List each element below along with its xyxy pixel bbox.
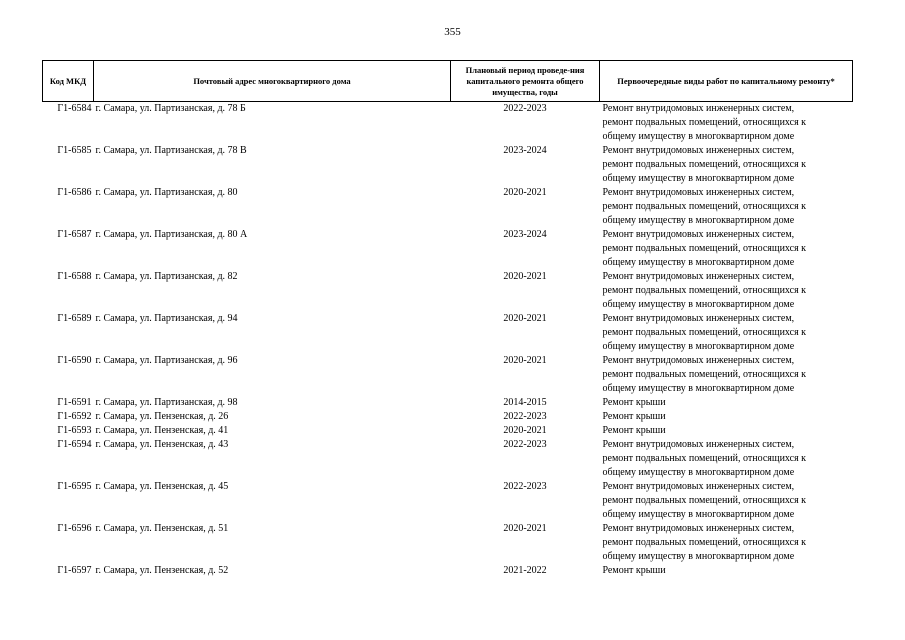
row-period: 2020-2021 <box>503 271 547 282</box>
row-works <box>600 564 853 578</box>
row-works <box>600 312 853 354</box>
works-line-1: Ремонт крыши <box>602 397 666 408</box>
works-line-1: Ремонт внутридомовых инженерных систем, <box>602 187 795 198</box>
row-address: г. Самара, ул. Пензенская, д. 51 <box>95 523 229 534</box>
row-works <box>600 438 853 480</box>
row-code: Г1-6590 <box>57 355 92 366</box>
works-line-1: Ремонт внутридомовых инженерных систем, <box>602 355 795 366</box>
header-code: Код МКД <box>43 61 94 102</box>
works-line-2: ремонт подвальных помещений, относящихся к <box>602 369 807 380</box>
row-period: 2020-2021 <box>503 313 547 324</box>
row-address: г. Самара, ул. Пензенская, д. 41 <box>95 425 229 436</box>
row-address: г. Самара, ул. Партизанская, д. 80 <box>95 187 238 198</box>
row-address: г. Самара, ул. Пензенская, д. 43 <box>95 439 229 450</box>
works-line-2: ремонт подвальных помещений, относящихся к <box>602 285 807 296</box>
works-line-2: ремонт подвальных помещений, относящихся к <box>602 537 807 548</box>
works-line-3: общему имуществу в многоквартирном доме <box>602 383 795 394</box>
row-period: 2023-2024 <box>503 145 547 156</box>
works-line-1: Ремонт внутридомовых инженерных систем, <box>602 271 795 282</box>
table-row <box>43 410 853 424</box>
header-period: Плановый период проведе-ния капитального ремонта общего имущества, годы <box>451 61 600 102</box>
row-works <box>600 424 853 438</box>
works-line-3: общему имуществу в многоквартирном доме <box>602 551 795 562</box>
works-line-3: общему имуществу в многоквартирном доме <box>602 341 795 352</box>
works-line-1: Ремонт крыши <box>602 411 666 422</box>
works-line-2: ремонт подвальных помещений, относящихся к <box>602 243 807 254</box>
works-line-1: Ремонт внутридомовых инженерных систем, <box>602 481 795 492</box>
row-code: Г1-6593 <box>57 425 92 436</box>
works-line-1: Ремонт внутридомовых инженерных систем, <box>602 145 795 156</box>
table-row <box>43 270 853 312</box>
row-code: Г1-6595 <box>57 481 92 492</box>
row-period: 2022-2023 <box>503 439 547 450</box>
row-works <box>600 228 853 270</box>
row-address: г. Самара, ул. Пензенская, д. 26 <box>95 411 229 422</box>
works-line-2: ремонт подвальных помещений, относящихся к <box>602 495 807 506</box>
row-address: г. Самара, ул. Пензенская, д. 52 <box>95 565 229 576</box>
works-line-3: общему имуществу в многоквартирном доме <box>602 131 795 142</box>
table-row <box>43 144 853 186</box>
row-code: Г1-6597 <box>57 565 92 576</box>
row-code: Г1-6596 <box>57 523 92 534</box>
works-line-1: Ремонт внутридомовых инженерных систем, <box>602 439 795 450</box>
page-number: 355 <box>444 26 461 38</box>
row-code: Г1-6584 <box>57 103 92 114</box>
row-works <box>600 396 853 410</box>
table-row <box>43 564 853 578</box>
row-code: Г1-6589 <box>57 313 92 324</box>
row-works <box>600 186 853 228</box>
repair-schedule-table <box>42 60 853 578</box>
row-works <box>600 102 853 145</box>
row-period: 2020-2021 <box>503 187 547 198</box>
table-row <box>43 480 853 522</box>
row-address: г. Самара, ул. Партизанская, д. 94 <box>95 313 238 324</box>
works-line-3: общему имуществу в многоквартирном доме <box>602 257 795 268</box>
works-line-3: общему имуществу в многоквартирном доме <box>602 173 795 184</box>
row-period: 2022-2023 <box>503 411 547 422</box>
row-period: 2020-2021 <box>503 425 547 436</box>
works-line-1: Ремонт крыши <box>602 425 666 436</box>
row-code: Г1-6587 <box>57 229 92 240</box>
works-line-3: общему имуществу в многоквартирном доме <box>602 509 795 520</box>
table-row <box>43 396 853 410</box>
works-line-1: Ремонт внутридомовых инженерных систем, <box>602 103 795 114</box>
works-line-2: ремонт подвальных помещений, относящихся к <box>602 117 807 128</box>
row-period: 2020-2021 <box>503 523 547 534</box>
row-works <box>600 522 853 564</box>
works-line-2: ремонт подвальных помещений, относящихся к <box>602 159 807 170</box>
row-address: г. Самара, ул. Партизанская, д. 96 <box>95 355 238 366</box>
row-works <box>600 410 853 424</box>
table-row <box>43 522 853 564</box>
row-code: Г1-6592 <box>57 411 92 422</box>
row-works <box>600 144 853 186</box>
works-line-1: Ремонт крыши <box>602 565 666 576</box>
table-header-row <box>43 61 853 102</box>
works-line-3: общему имуществу в многоквартирном доме <box>602 215 795 226</box>
row-address: г. Самара, ул. Партизанская, д. 78 Б <box>95 103 246 114</box>
row-code: Г1-6591 <box>57 397 92 408</box>
row-works <box>600 354 853 396</box>
table-row <box>43 312 853 354</box>
header-address: Почтовый адрес многоквартирного дома <box>94 61 451 102</box>
works-line-3: общему имуществу в многоквартирном доме <box>602 299 795 310</box>
row-works <box>600 480 853 522</box>
table-row <box>43 228 853 270</box>
works-line-2: ремонт подвальных помещений, относящихся к <box>602 453 807 464</box>
table-row <box>43 102 853 145</box>
works-line-1: Ремонт внутридомовых инженерных систем, <box>602 313 795 324</box>
works-line-2: ремонт подвальных помещений, относящихся к <box>602 327 807 338</box>
table-row <box>43 354 853 396</box>
row-address: г. Самара, ул. Партизанская, д. 80 А <box>95 229 248 240</box>
row-address: г. Самара, ул. Пензенская, д. 45 <box>95 481 229 492</box>
works-line-1: Ремонт внутридомовых инженерных систем, <box>602 229 795 240</box>
row-period: 2021-2022 <box>503 565 547 576</box>
row-period: 2022-2023 <box>503 481 547 492</box>
row-code: Г1-6588 <box>57 271 92 282</box>
row-address: г. Самара, ул. Партизанская, д. 78 В <box>95 145 247 156</box>
works-line-2: ремонт подвальных помещений, относящихся к <box>602 201 807 212</box>
table-row <box>43 438 853 480</box>
row-code: Г1-6585 <box>57 145 92 156</box>
row-address: г. Самара, ул. Партизанская, д. 98 <box>95 397 238 408</box>
table-row <box>43 186 853 228</box>
works-line-3: общему имуществу в многоквартирном доме <box>602 467 795 478</box>
row-period: 2020-2021 <box>503 355 547 366</box>
row-works <box>600 270 853 312</box>
table-row <box>43 424 853 438</box>
row-code: Г1-6586 <box>57 187 92 198</box>
row-code: Г1-6594 <box>57 439 92 450</box>
header-works: Первоочередные виды работ по капитальному ремонту* <box>600 61 853 102</box>
row-period: 2022-2023 <box>503 103 547 114</box>
row-period: 2014-2015 <box>503 397 547 408</box>
works-line-1: Ремонт внутридомовых инженерных систем, <box>602 523 795 534</box>
row-period: 2023-2024 <box>503 229 547 240</box>
row-address: г. Самара, ул. Партизанская, д. 82 <box>95 271 238 282</box>
